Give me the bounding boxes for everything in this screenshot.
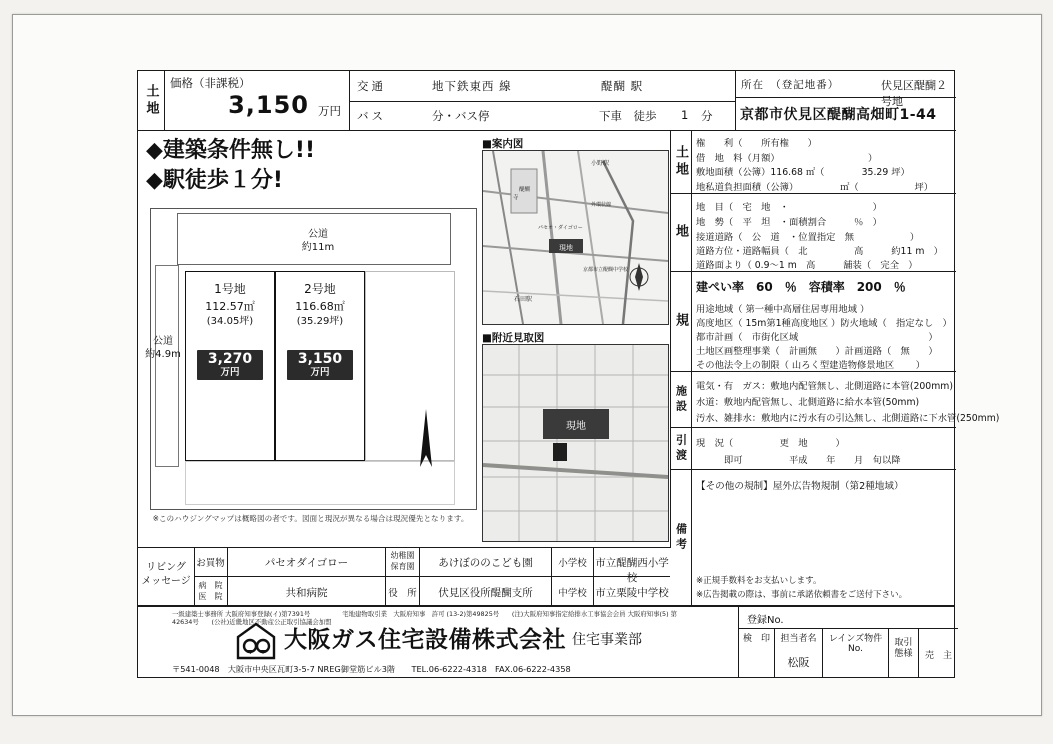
- section-handover: [670, 428, 956, 470]
- bus-value: 分・バス停: [432, 109, 490, 123]
- license-text: 一級建築士事務所 大阪府知事登録(イ)第7391号 宅地建物取引業 大阪府知事 許可 (13-2)第49825号 (注)大阪府知事指定給排水工事協会会員 大阪府知事(5) 第42634号 (公社)近畿地区不動産公正取引協議会加盟: [172, 610, 678, 626]
- bus-label: バス: [357, 109, 386, 123]
- lot-2-price-badge: [287, 350, 353, 380]
- catch-copy-line1: ◆建築条件無し!!: [146, 138, 315, 163]
- svg-text:小野駅: 小野駅: [591, 160, 610, 167]
- header-row: [138, 71, 956, 131]
- lot-2-price: 3,150: [297, 351, 343, 367]
- living-key-shopping: お買物: [194, 547, 228, 577]
- category-cell: [138, 71, 165, 130]
- getoff-label: 下車 徒歩: [599, 109, 657, 123]
- lot-1-name: 1号地: [214, 282, 246, 296]
- svg-text:醍醐: 醍醐: [519, 187, 531, 193]
- living-title-line1: リビング: [146, 562, 186, 573]
- address-cell: [735, 71, 956, 130]
- section-handover-body: 現 況（ 更 地 ） 即可 平成 年 月 旬以降: [696, 438, 901, 466]
- living-key-kindergarten: 幼稚園 保育園: [386, 547, 420, 577]
- company-name: 大阪ガス住宅設備株式会社: [284, 627, 566, 653]
- living-key-juniorhigh: 中学校: [552, 577, 594, 606]
- price-cell: [164, 71, 350, 130]
- guide-map-block: [482, 136, 668, 326]
- flyer-page: [12, 14, 1042, 716]
- register-title: 登録No.: [747, 615, 784, 626]
- register-col-stamp: 検 印: [739, 628, 775, 678]
- lot-1: [185, 271, 275, 461]
- address-registered-row: [735, 71, 956, 108]
- section-regulation-label: 規: [670, 272, 692, 371]
- traffic-label: 交通: [357, 79, 386, 93]
- section-ground-body: 地 目（ 宅 地 ・ ） 地 勢（ 平 坦 ・面積割合 ％ ） 接道道路（ 公 道 ・位置指定 無 ） 道路方位・道路幅員（ 北 高 約11 m ） 道路面より（ 0.9～1 m 高 舗装（ 完全 ）: [696, 202, 943, 271]
- living-key-elementary: 小学校: [552, 547, 594, 577]
- neighborhood-map-svg: [483, 345, 668, 541]
- guide-map-image: [482, 150, 669, 325]
- svg-text:現地: 現地: [566, 421, 586, 432]
- address-full: 京都市伏見区醍醐高畑町1-44: [740, 107, 937, 123]
- company-address: 〒541-0048 大阪市中央区瓦町3-5-7 NREG御堂筋ビル3階 TEL.06-6222-4318 FAX.06-6222-4358: [172, 664, 571, 674]
- lot-1-price-unit: 万円: [220, 367, 240, 378]
- walk-minutes: 1: [681, 108, 689, 122]
- living-title-line2: メッセージ: [141, 576, 191, 587]
- neighborhood-map-title: ■附近見取図: [482, 332, 545, 344]
- svg-text:パセオ・ダイゴロー: パセオ・ダイゴロー: [538, 225, 583, 231]
- section-remarks-body: 【その他の規制】屋外広告物規制（第2種地域） ※正規手数料をお支払いします。 ※広告掲載の際は、事前に承諾依頼書をご送付下さい。: [696, 481, 908, 600]
- section-regulation-body: 建ぺい率 60 ％ 容積率 200 ％ 用途地域（ 第一種中高層住居専用地域 ） 高度地区（ 15m第1種高度地区 ）防火地域（ 指定なし ） 都市計画（ 市街化区域 ） 土地区画整理事業（ 計画無 ）計画道路（ 無 ） その他法令上の制限（ 山ろく型建造物修景地区 ）: [696, 280, 952, 371]
- road-top-area: [177, 213, 451, 265]
- lot-2-name: 2号地: [304, 282, 336, 296]
- register-box: [738, 606, 957, 678]
- neighborhood-map-image: [482, 344, 669, 542]
- section-utilities: [670, 372, 1000, 428]
- lot-2: [275, 271, 365, 461]
- register-col-reins: レインズ物件No.: [823, 628, 889, 678]
- section-handover-label: 引渡: [670, 428, 692, 469]
- neighborhood-map-block: [482, 330, 668, 544]
- address-registered: 伏見区醍醐２号地: [881, 79, 947, 108]
- walk-unit: 分: [701, 109, 713, 123]
- north-arrow-icon: [413, 405, 439, 477]
- lot-1-price: 3,270: [207, 351, 253, 367]
- svg-text:京都市立醍醐中学校: 京都市立醍醐中学校: [583, 267, 629, 273]
- traffic-line: 地下鉄東西 線: [432, 79, 512, 93]
- section-utilities-label: 施設: [670, 372, 692, 427]
- road-top-label: 公道 約11m: [301, 229, 335, 253]
- section-land-body: 権 利（ 所有権 ） 借 地 料（月額） ） 敷地面積（公簿）116.68 ㎡（ 35.29 坪） 地私道負担面積（公簿） ㎡（ 坪）: [696, 138, 934, 193]
- lot-1-tsubo: (34.05坪): [206, 316, 254, 327]
- right-detail-column: [670, 130, 1000, 606]
- register-col-transaction: 取引 態様: [889, 628, 919, 678]
- company-footer: [137, 606, 955, 678]
- address-full-row: [735, 97, 956, 130]
- address-label: 所在 （登記地番）: [741, 79, 840, 91]
- section-ground-label: 地: [670, 194, 692, 271]
- note-commission: ※正規手数料をお支払いします。: [696, 576, 822, 586]
- site-plan-drawing: [145, 208, 477, 510]
- adjacent-parcel: [365, 271, 455, 461]
- section-ground: [670, 194, 956, 272]
- section-utilities-body: 電気・有 ガス：敷地内配管無し、北側道路に本管(200mm) 水道：敷地内配管無し、北側道路に給水本管(50mm) 汚水、雑排水：敷地内に汚水有の引込無し、北側道路に下水管(250mm): [696, 381, 1000, 424]
- catch-copy: [146, 136, 456, 196]
- traffic-bus-row: [349, 101, 735, 130]
- section-land: [670, 130, 956, 194]
- register-col-seller: 売 主: [924, 651, 952, 661]
- category-label: 土地: [143, 83, 159, 118]
- living-message-row: [138, 547, 670, 606]
- lot-2-area: 116.68㎡: [295, 300, 345, 313]
- living-val-cityoffice: 伏見区役所醍醐支所: [420, 577, 552, 606]
- site-plan-note: ※このハウジングマップは概略図の者です。図面と現況が異なる場合は現況優先となります。: [152, 514, 469, 523]
- note-advertising: ※広告掲載の際は、事前に承諾依頼書をご送付下さい。: [696, 590, 908, 600]
- living-val-shopping: パセオダイゴロー: [228, 547, 386, 577]
- living-val-juniorhigh: 市立栗陵中学校: [595, 587, 669, 599]
- property-sheet-frame: [137, 70, 1000, 606]
- lot-1-area: 112.57㎡: [205, 300, 255, 313]
- section-land-label: 土地: [670, 130, 692, 193]
- living-key-cityoffice: 役 所: [386, 577, 420, 606]
- price-label: 価格（非課税）: [170, 76, 251, 90]
- lot-2-price-unit: 万円: [310, 367, 330, 378]
- lot-2-tsubo: (35.29坪): [296, 316, 344, 327]
- company-logo-icon: [234, 621, 278, 661]
- section-remarks-label: 備考: [670, 470, 692, 606]
- svg-text:寺: 寺: [513, 195, 519, 201]
- living-val-kindergarten: あけぼののこども園: [420, 547, 552, 577]
- lot-1-price-badge: [197, 350, 263, 380]
- traffic-station: 醍醐 駅: [601, 79, 644, 93]
- register-title-row: [739, 606, 958, 629]
- catch-copy-line2: ◆駅徒歩１分!: [146, 168, 283, 193]
- traffic-cell: [349, 71, 736, 130]
- price-unit: 万円: [318, 104, 341, 118]
- living-val-elementary: 市立醍醐西小学校: [594, 547, 670, 577]
- svg-text:石田駅: 石田駅: [514, 296, 533, 303]
- guide-map-title: ■案内図: [482, 138, 524, 150]
- price-value: 3,150: [228, 91, 309, 119]
- svg-text:現地: 現地: [559, 244, 573, 252]
- svg-text:外環状線: 外環状線: [591, 202, 612, 208]
- living-message-title: [138, 547, 195, 606]
- traffic-train-row: [349, 71, 735, 102]
- left-panel: [138, 130, 671, 548]
- section-remarks: [670, 470, 956, 606]
- road-left-area: [155, 265, 179, 467]
- guide-map-svg: [483, 151, 668, 324]
- company-department: 住宅事業部: [572, 632, 642, 648]
- register-col-staff: 担当者名 松阪: [775, 628, 823, 678]
- living-val-hospital: 共和病院: [228, 577, 386, 606]
- section-regulation: [670, 272, 956, 372]
- living-key-hospital: 病 院 医 院: [194, 577, 228, 606]
- road-left-label: 公道 約4.9m: [145, 336, 181, 360]
